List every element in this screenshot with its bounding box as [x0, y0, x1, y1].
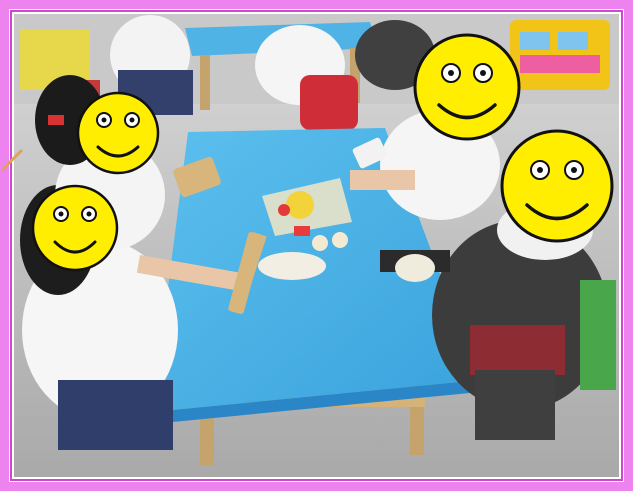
smiley-face-icon: [33, 186, 117, 270]
back-table-leg: [200, 55, 210, 110]
hair-clip: [48, 115, 64, 125]
smiley-face-icon: [502, 131, 612, 241]
cookie-2: [332, 232, 348, 248]
toy-bus-window: [520, 32, 550, 50]
child-upper-right-arm: [350, 170, 415, 190]
pants-right: [475, 370, 555, 440]
dough-in-hand: [395, 254, 435, 282]
child-front-left-skirt: [58, 380, 173, 450]
toy-bus-window-2: [558, 32, 588, 50]
green-chair: [580, 280, 616, 390]
flour-pile: [258, 252, 326, 280]
smiley-face-icon: [78, 93, 158, 173]
pink-panel: [520, 55, 600, 73]
cookie-1: [312, 235, 328, 251]
child-front-right-stripes: [470, 325, 565, 375]
yellow-dough: [286, 191, 314, 219]
smiley-face-icon: [415, 35, 519, 139]
red-dough: [278, 204, 290, 216]
red-backpack: [300, 75, 358, 130]
red-mould: [294, 226, 310, 236]
